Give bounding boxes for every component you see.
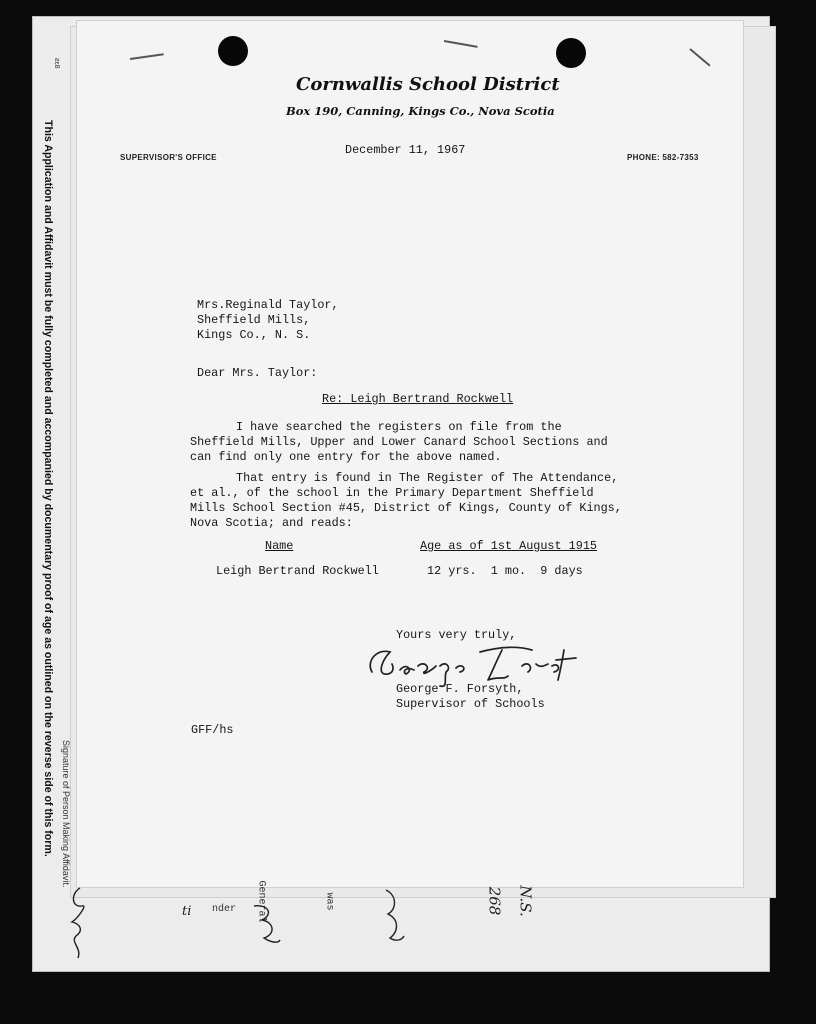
margin-signature (60, 884, 94, 964)
punch-hole-left (218, 36, 248, 66)
table-header-name: Name (265, 539, 294, 553)
bottom-scribble (248, 900, 284, 948)
punch-hole-right (556, 38, 586, 68)
form-code: ƨε8 (53, 58, 60, 69)
table-cell-age: 12 yrs. 1 mo. 9 days (427, 564, 583, 578)
letterhead-organization: Cornwallis School District (296, 74, 560, 95)
recipient-line: Kings Co., N. S. (197, 328, 311, 342)
form-field-fragment: was (323, 892, 335, 911)
closing: Yours very truly, (396, 628, 517, 642)
paragraph-search: I have searched the registers on file from the Sheffield Mills, Upper and Lower Canard School Sections and can find only one entry for the above named. (190, 420, 608, 464)
salutation: Dear Mrs. Taylor: (197, 366, 318, 380)
signer-name: George F. Forsyth, (396, 682, 524, 696)
letterhead-address: Box 190, Canning, Kings Co., Nova Scotia (286, 104, 555, 118)
letterhead-phone: PHONE: 582-7353 (627, 153, 699, 162)
table-cell-name: Leigh Bertrand Rockwell (216, 564, 379, 578)
paragraph-entry: That entry is found in The Register of The Attendance, et al., of the school in the Primary Department Sheffield Mills School Section #45, District of Kings, County of Kings, Nova Scotia; and reads: (190, 471, 622, 530)
handwritten-fragment: N.S. (516, 885, 535, 917)
recipient-line: Mrs.Reginald Taylor, (197, 298, 339, 312)
recipient-line: Sheffield Mills, (197, 313, 311, 327)
affidavit-signature-label: Signature of Person Making Affidavit. (61, 740, 71, 888)
affidavit-instruction: This Application and Affidavit must be fully completed and accompanied by documentary proof of age as outlined on the reverse side of this form. (42, 120, 54, 857)
letterhead-office: SUPERVISOR'S OFFICE (120, 153, 217, 162)
bottom-scribble (378, 886, 408, 946)
handwritten-fragment: 268 (485, 886, 504, 916)
re-line: Re: Leigh Bertrand Rockwell (322, 392, 514, 406)
table-header-age: Age as of 1st August 1915 (420, 539, 597, 553)
typist-initials: GFF/hs (191, 723, 234, 737)
form-field-fragment: General (255, 880, 267, 923)
handwritten-fragment: ti (182, 904, 192, 919)
letter-date: December 11, 1967 (345, 143, 466, 157)
form-field-fragment: nder (212, 904, 237, 915)
signer-title: Supervisor of Schools (396, 697, 545, 711)
